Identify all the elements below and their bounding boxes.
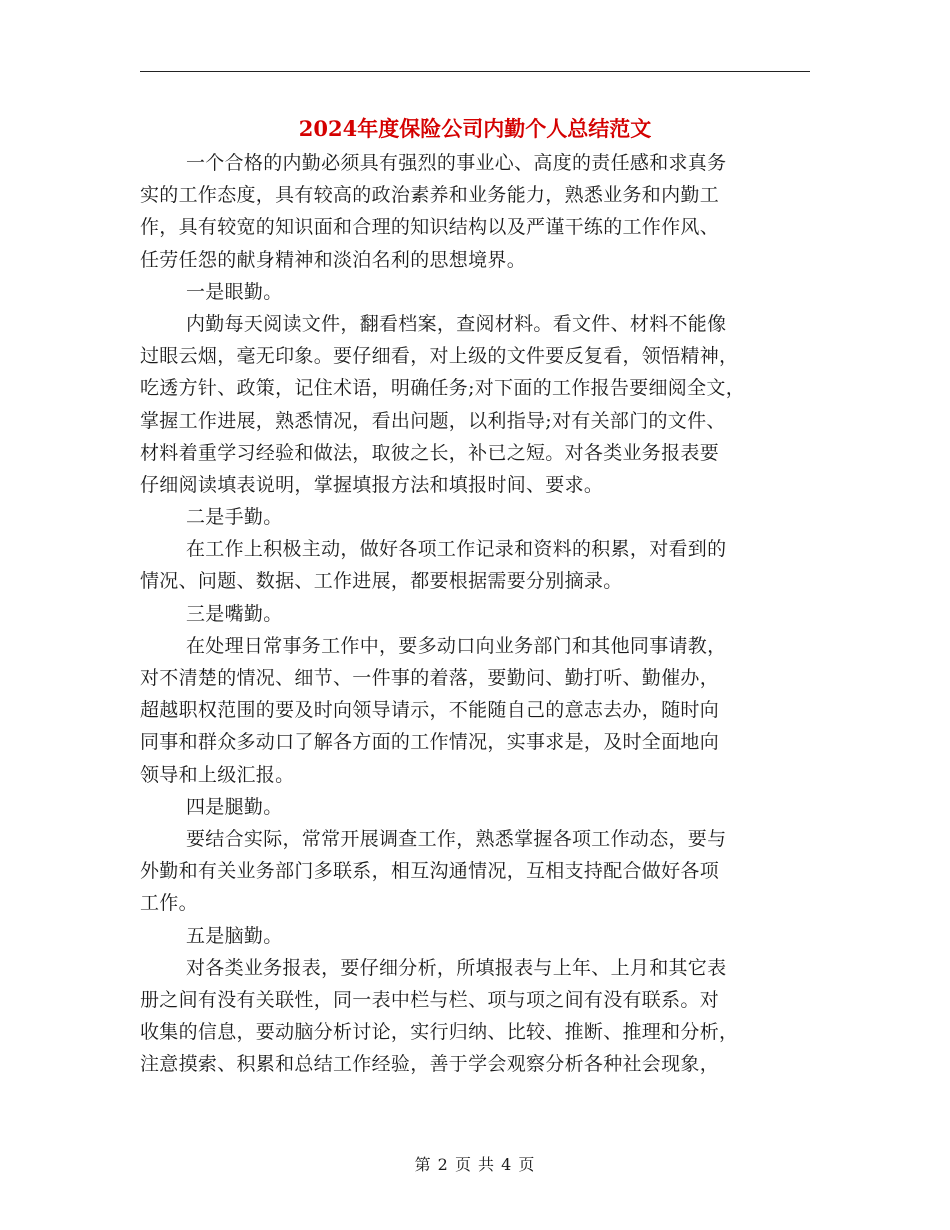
text-line: 吃透方针、政策，记住术语，明确任务;对下面的工作报告要细阅全文，: [140, 377, 746, 400]
text-line: 对不清楚的情况、细节、一件事的着落，要勤问、勤打听、勤催办，: [140, 667, 720, 689]
text-line: 要结合实际，常常开展调查工作，熟悉掌握各项工作动态，要与: [186, 827, 727, 850]
text-line: 注意摸索、积累和总结工作经验，善于学会观察分析各种社会现象，: [140, 1053, 720, 1076]
text-line: 一个合格的内勤必须具有强烈的事业心、高度的责任感和求真务: [186, 152, 727, 174]
text-line: 五是脑勤。: [186, 924, 283, 947]
text-line: 册之间有没有关联性，同一表中栏与栏、项与项之间有没有联系。对: [140, 988, 720, 1011]
text-line: 仔细阅读填表说明，掌握填报方法和填报时间、要求。: [140, 473, 604, 496]
text-line: 在处理日常事务工作中，要多动口向业务部门和其他同事请教，: [186, 634, 727, 657]
text-line: 作，具有较宽的知识面和合理的知识结构以及严谨干练的工作作风、: [140, 216, 720, 239]
text-line: 同事和群众多动口了解各方面的工作情况，实事求是，及时全面地向: [140, 731, 720, 754]
text-line: 对各类业务报表，要仔细分析，所填报表与上年、上月和其它表: [186, 956, 727, 979]
text-line: 三是嘴勤。: [186, 602, 283, 625]
text-line: 二是手勤。: [186, 506, 283, 529]
text-line: 外勤和有关业务部门多联系，相互沟通情况，互相支持配合做好各项: [140, 860, 720, 883]
text-line: 领导和上级汇报。: [140, 763, 295, 786]
text-line: 掌握工作进展，熟悉情况，看出问题，以利指导;对有关部门的文件、: [140, 409, 726, 432]
document-title: 2024年度保险公司内勤个人总结范文: [298, 116, 652, 141]
text-line: 材料着重学习经验和做法，取彼之长，补已之短。对各类业务报表要: [140, 441, 720, 464]
text-line: 在工作上积极主动，做好各项工作记录和资料的积累，对看到的: [186, 538, 727, 561]
text-line: 实的工作态度，具有较高的政治素养和业务能力，熟悉业务和内勤工: [140, 184, 720, 207]
text-line: 工作。: [140, 892, 198, 915]
page-number: 第 2 页 共 4 页: [414, 1155, 536, 1174]
text-line: 内勤每天阅读文件，翻看档案，查阅材料。看文件、材料不能像: [186, 312, 727, 335]
text-line: 一是眼勤。: [186, 280, 283, 303]
header-rule: [140, 71, 810, 72]
text-line: 超越职权范围的要及时向领导请示，不能随自己的意志去办，随时向: [140, 699, 720, 722]
text-line: 过眼云烟，毫无印象。要仔细看，对上级的文件要反复看，领悟精神，: [140, 345, 739, 368]
text-line: 任劳任怨的献身精神和淡泊名利的思想境界。: [140, 248, 527, 271]
text-line: 收集的信息，要动脑分析讨论，实行归纳、比较、推断、推理和分析，: [140, 1021, 739, 1044]
document-body: [140, 147, 830, 1080]
text-line: 情况、问题、数据、工作进展，都要根据需要分别摘录。: [140, 570, 623, 593]
text-line: 四是腿勤。: [186, 795, 283, 818]
